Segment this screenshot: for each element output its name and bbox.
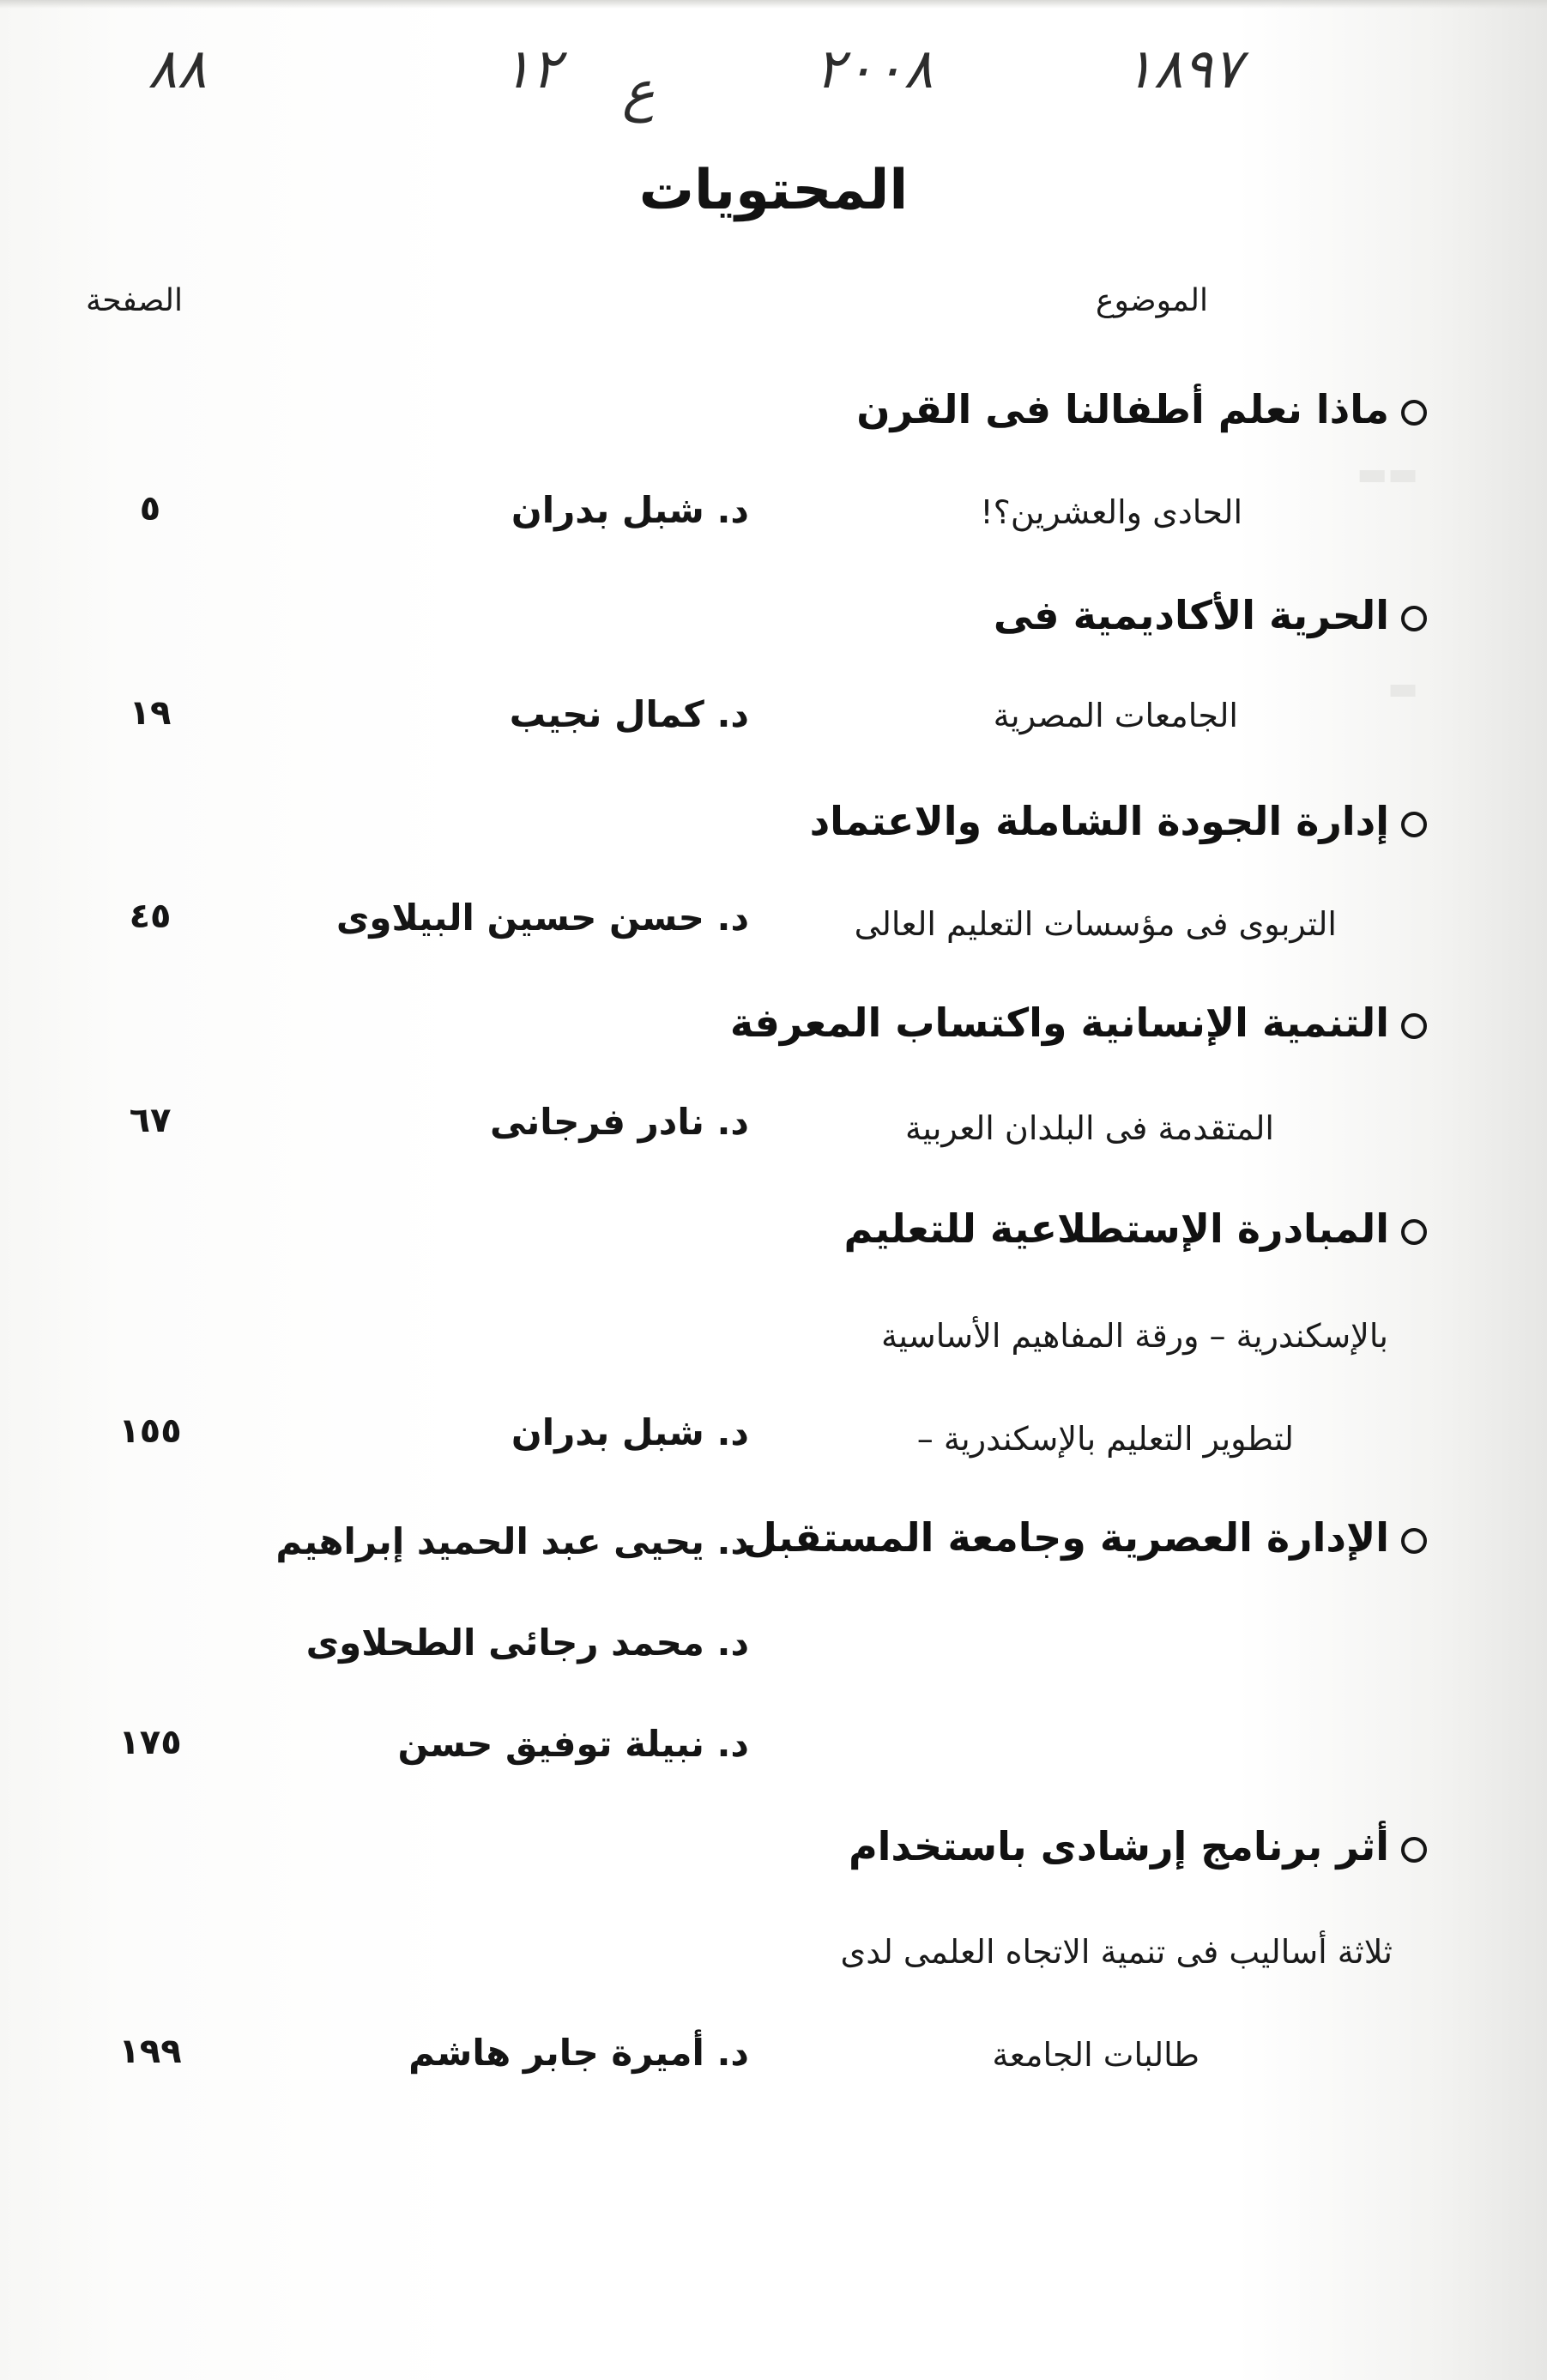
page-top-edge bbox=[0, 0, 1547, 9]
header-topic: الموضوع bbox=[1095, 283, 1208, 318]
entry-title-text: إدارة الجودة الشاملة والاعتماد bbox=[809, 798, 1389, 844]
toc-entry-author: د. كمال نجيب bbox=[509, 693, 749, 735]
toc-entry-author: د. محمد رجائى الطحلاوى bbox=[305, 1622, 749, 1664]
toc-entry-author: د. حسن حسين البيلاوى bbox=[335, 897, 749, 939]
toc-entry-title bbox=[994, 592, 1427, 638]
toc-entry-author: د. أميرة جابر هاشم bbox=[408, 2032, 749, 2074]
toc-entry-page-number: ١٩٩ bbox=[118, 2032, 182, 2071]
entry-title-text: الحرية الأكاديمية فى bbox=[993, 592, 1389, 638]
toc-entry-page-number: ١٧٥ bbox=[118, 1723, 182, 1762]
toc-entry-page-number: ٦٧ bbox=[129, 1101, 172, 1140]
handwritten-note-mid-right: ٢٠٠٨ bbox=[815, 38, 934, 101]
circle-bullet-icon bbox=[1401, 400, 1427, 426]
entry-title-text: التنمية الإنسانية واكتساب المعرفة bbox=[729, 1000, 1389, 1046]
entry-title-text: المبادرة الإستطلاعية للتعليم bbox=[843, 1205, 1389, 1252]
toc-entry-subtitle: الحادى والعشرين؟! bbox=[980, 493, 1242, 531]
circle-bullet-icon bbox=[1401, 1837, 1427, 1863]
toc-entry-subtitle: بالإسكندرية – ورقة المفاهيم الأساسية bbox=[881, 1317, 1388, 1355]
toc-entry-author: د. نبيلة توفيق حسن bbox=[397, 1723, 749, 1765]
toc-entry-page-number: ١٥٥ bbox=[118, 1411, 182, 1451]
entry-title-text: أثر برنامج إرشادى باستخدام bbox=[848, 1823, 1389, 1870]
bleed-through-mark: ▬▬ bbox=[1357, 455, 1418, 492]
toc-entry-title bbox=[856, 386, 1427, 432]
toc-entry-title bbox=[743, 1514, 1427, 1561]
toc-entry-title bbox=[844, 1205, 1428, 1252]
toc-entry-page-number: ٤٥ bbox=[129, 897, 172, 936]
circle-bullet-icon bbox=[1401, 1013, 1427, 1039]
toc-entry-subtitle: لتطوير التعليم بالإسكندرية – bbox=[916, 1420, 1294, 1458]
page-title: المحتويات bbox=[638, 159, 909, 222]
toc-entry-subtitle: طالبات الجامعة bbox=[992, 2036, 1200, 2074]
toc-entry-title bbox=[730, 1000, 1427, 1046]
toc-entry-subtitle: ثلاثة أساليب فى تنمية الاتجاه العلمى لدى bbox=[840, 1933, 1393, 1971]
toc-entry-title bbox=[810, 798, 1427, 844]
toc-entry-author: د. يحيى عبد الحميد إبراهيم bbox=[275, 1520, 749, 1562]
handwritten-note-right: ١٨٩٧ bbox=[1124, 38, 1242, 101]
toc-entry-subtitle: المتقدمة فى البلدان العربية bbox=[905, 1109, 1274, 1147]
toc-entry-author: د. نادر فرجانى bbox=[490, 1101, 749, 1143]
toc-entry-author: د. شبل بدران bbox=[511, 1411, 749, 1453]
entry-title-text: الإدارة العصرية وجامعة المستقبل bbox=[743, 1514, 1389, 1561]
handwritten-note-mid-left: ١٢ bbox=[502, 38, 561, 101]
circle-bullet-icon bbox=[1401, 606, 1427, 631]
toc-entry-page-number: ١٩ bbox=[129, 693, 172, 733]
toc-entry-subtitle: التربوى فى مؤسسات التعليم العالى bbox=[854, 905, 1337, 943]
entry-title-text: ماذا نعلم أطفالنا فى القرن bbox=[856, 386, 1389, 432]
toc-entry-page-number: ٥ bbox=[139, 489, 161, 529]
handwritten-note-left: ٨٨ bbox=[148, 38, 207, 101]
header-page: الصفحة bbox=[86, 283, 183, 318]
toc-entry-subtitle: الجامعات المصرية bbox=[993, 697, 1238, 734]
circle-bullet-icon bbox=[1401, 812, 1427, 837]
toc-entry-title bbox=[849, 1823, 1427, 1870]
circle-bullet-icon bbox=[1401, 1219, 1427, 1245]
toc-entry-author: د. شبل بدران bbox=[511, 489, 749, 531]
bleed-through-mark: ▬ bbox=[1387, 669, 1418, 707]
handwritten-note-mid: ع bbox=[622, 60, 656, 124]
circle-bullet-icon bbox=[1401, 1528, 1427, 1554]
